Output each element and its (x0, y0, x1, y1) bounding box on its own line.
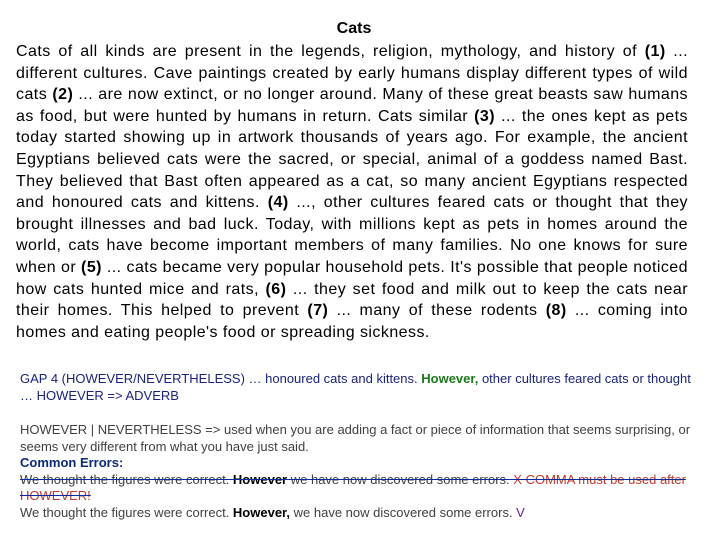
paragraph-text: ... cats became very popular household pets. It's possible that people noticed how cats hunted mice and rats, (16, 258, 688, 298)
cloze-paragraph (16, 41, 688, 343)
paragraph-text: ... many of these rodents (328, 302, 546, 320)
gap-marker-7: (7) (307, 302, 329, 320)
gap-marker-6: (6) (265, 280, 287, 298)
right-example-bold: However, (232, 504, 291, 520)
gap-marker-2: (2) (52, 86, 74, 104)
gap-answer-highlight: However, (421, 371, 479, 386)
paragraph-text: Cats of all kinds are present in the legends, religion, mythology, and history of (16, 43, 645, 60)
correct-mark: V (512, 504, 525, 520)
gap-marker-8: (8) (545, 302, 567, 320)
paragraph-text: ... coming into homes and eating people's food or spreading sickness. (16, 302, 688, 341)
usage-note (20, 422, 696, 521)
paragraph-text: ..., other cultures feared cats or thought that they brought illnesses and bad luck. Today, with millions kept as pets in homes around the world, cats have become important members of many families. No one knows for sure when or (16, 194, 689, 276)
paragraph-text: ... are now extinct, or no longer around. Many of these great beasts saw humans as food, but were hunted by humans in return. Cats similar (16, 86, 688, 125)
gap-marker-3: (3) (474, 107, 496, 125)
common-errors-label: Common Errors: (20, 455, 124, 470)
gap-marker-1: (1) (644, 43, 666, 60)
gap-marker-4: (4) (267, 194, 289, 212)
page-title: Cats (336, 20, 372, 37)
gap-explanation-suffix: other cultures feared cats or thought … HOWEVER => ADVERB (20, 371, 691, 403)
gap-explanation (20, 371, 696, 404)
paragraph-text: ... different cultures. Cave paintings created by early humans display different types of wild cats (16, 43, 688, 104)
paragraph-text: ... they set food and milk out to keep the cats near their homes. This helped to prevent (16, 280, 688, 320)
gap-explanation-prefix: GAP 4 (HOWEVER/NEVERTHELESS) … honoured cats and kittens. (20, 371, 422, 386)
paragraph-text: ... the ones kept as pets today started showing up in artwork thousands of years ago. For example, the ancient Egyptians believed cats were the sacred, or special, animal of a goddess named Bast. They believed that Bast often appeared as a cat, so many ancient Egyptians respected and honoured cats and kittens. (16, 107, 688, 212)
wrong-example-text: We thought the figures were correct. However we have now discovered some errors. X COMMA must be used after HOWEVER! (20, 471, 686, 503)
right-example: We thought the figures were correct. However, we have now discovered some errors. V (20, 504, 525, 520)
gap-marker-5: (5) (81, 258, 102, 276)
wrong-example (20, 472, 696, 505)
usage-definition: HOWEVER | NEVERTHELESS => used when you are adding a fact or piece of information that seems surprising, or seems very different from what you have just said. (20, 422, 691, 454)
wrong-mark: X COMMA must be used after HOWEVER! (20, 471, 686, 503)
